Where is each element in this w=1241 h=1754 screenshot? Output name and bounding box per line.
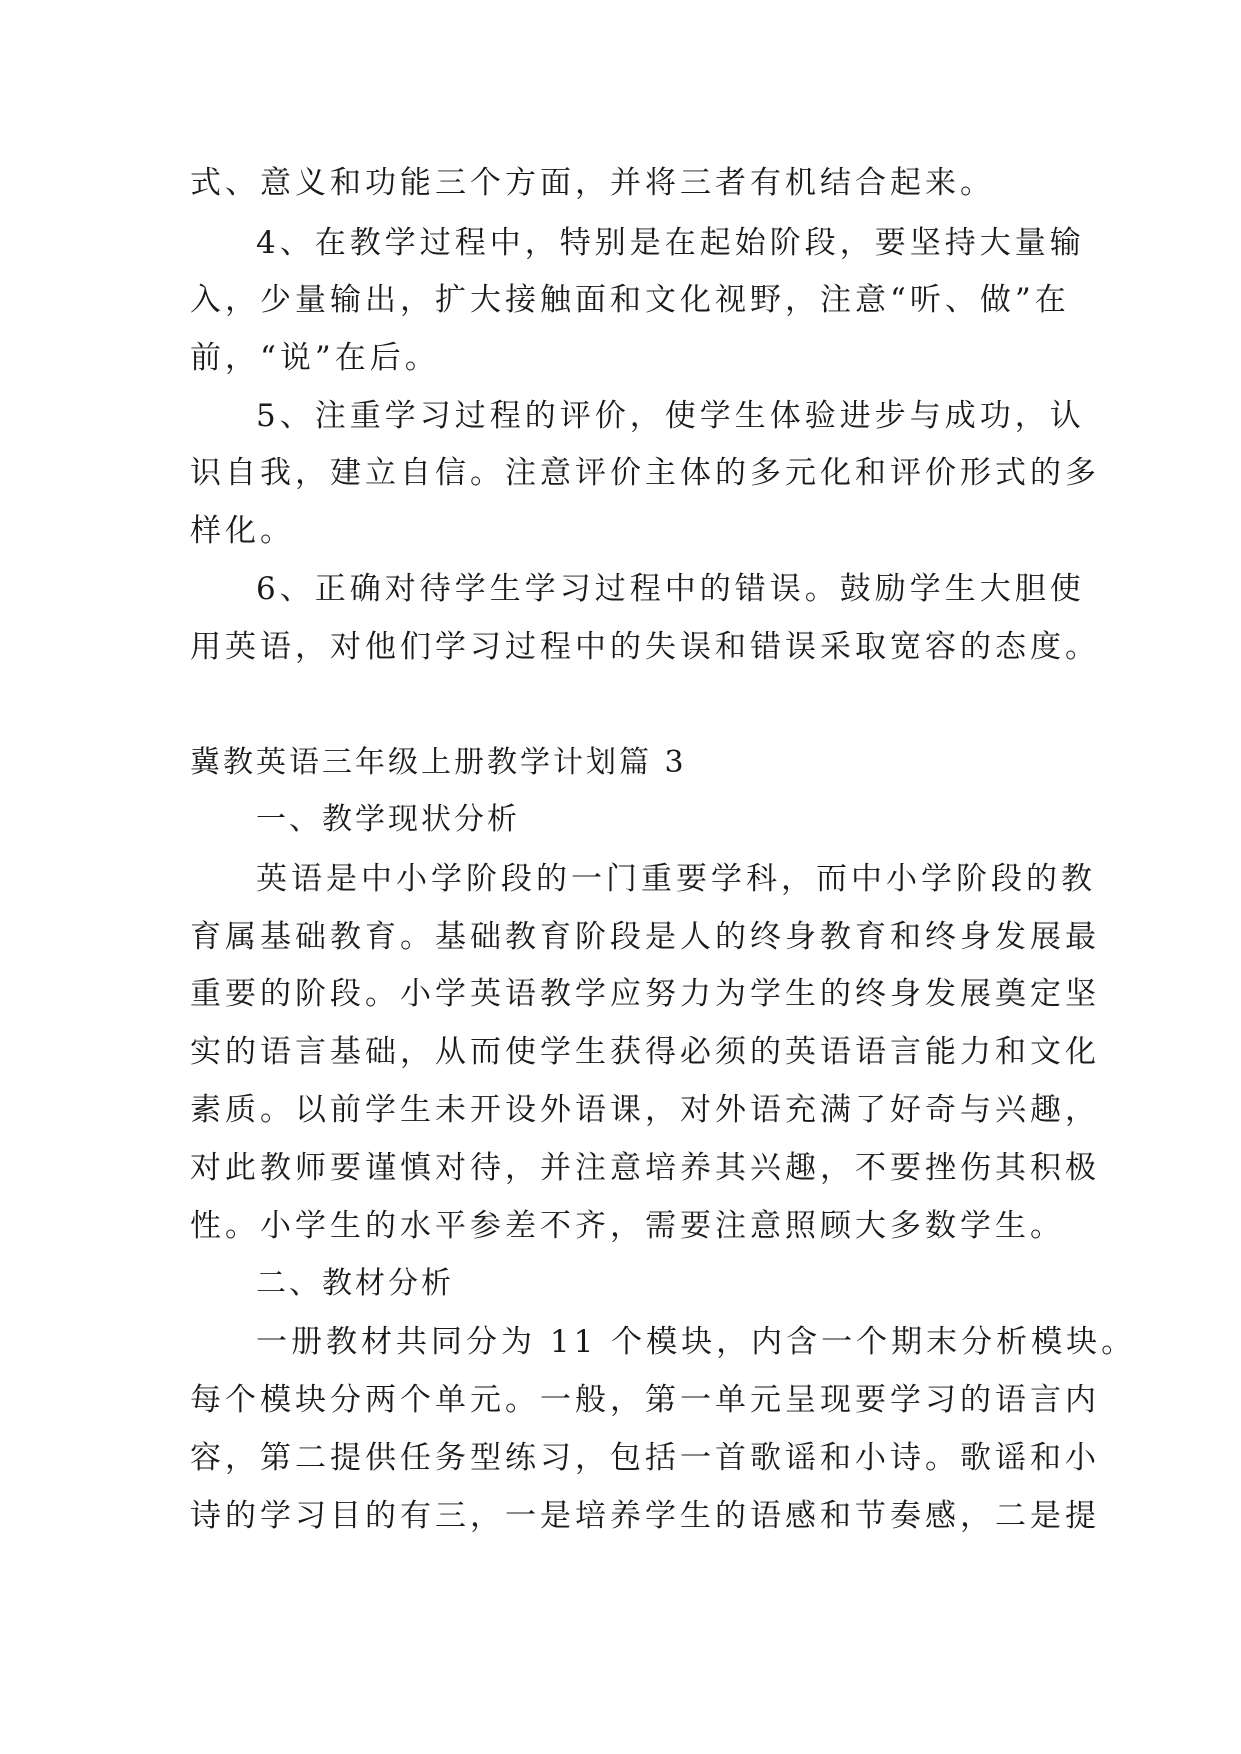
text-line: 英语是中小学阶段的一门重要学科，而中小学阶段的教 bbox=[256, 861, 1096, 897]
text-line: 用英语，对他们学习过程中的失误和错误采取宽容的态度。 bbox=[190, 629, 1100, 665]
subsection-heading: 一、教学现状分析 bbox=[256, 802, 520, 837]
text-line: 对此教师要谨慎对待，并注意培养其兴趣，不要挫伤其积极 bbox=[190, 1150, 1100, 1186]
text-line: 式、意义和功能三个方面，并将三者有机结合起来。 bbox=[190, 165, 995, 201]
subsection-heading: 二、教材分析 bbox=[256, 1266, 454, 1301]
text-line: 样化。 bbox=[190, 513, 295, 549]
text-line: 诗的学习目的有三，一是培养学生的语感和节奏感，二是提 bbox=[190, 1498, 1100, 1534]
text-line: 4、在教学过程中，特别是在起始阶段，要坚持大量输 bbox=[256, 225, 1085, 261]
text-line: 性。小学生的水平参差不齐，需要注意照顾大多数学生。 bbox=[190, 1208, 1065, 1244]
text-line: 入，少量输出，扩大接触面和文化视野，注意“听、做”在 bbox=[190, 282, 1070, 318]
text-line: 前，“说”在后。 bbox=[190, 340, 440, 376]
text-line: 重要的阶段。小学英语教学应努力为学生的终身发展奠定坚 bbox=[190, 976, 1100, 1012]
text-line: 素质。以前学生未开设外语课，对外语充满了好奇与兴趣， bbox=[190, 1092, 1100, 1128]
text-line: 每个模块分两个单元。一般，第一单元呈现要学习的语言内 bbox=[190, 1382, 1100, 1418]
section-title: 冀教英语三年级上册教学计划篇 3 bbox=[190, 745, 687, 780]
text-line: 容，第二提供任务型练习，包括一首歌谣和小诗。歌谣和小 bbox=[190, 1440, 1100, 1476]
text-line: 实的语言基础，从而使学生获得必须的英语语言能力和文化 bbox=[190, 1034, 1100, 1070]
text-line: 5、注重学习过程的评价，使学生体验进步与成功，认 bbox=[256, 398, 1085, 434]
text-line: 6、正确对待学生学习过程中的错误。鼓励学生大胆使 bbox=[256, 571, 1085, 607]
text-line: 识自我，建立自信。注意评价主体的多元化和评价形式的多 bbox=[190, 455, 1100, 491]
text-line: 育属基础教育。基础教育阶段是人的终身教育和终身发展最 bbox=[190, 919, 1100, 955]
text-line: 一册教材共同分为 11 个模块，内含一个期末分析模块。 bbox=[256, 1324, 1137, 1360]
